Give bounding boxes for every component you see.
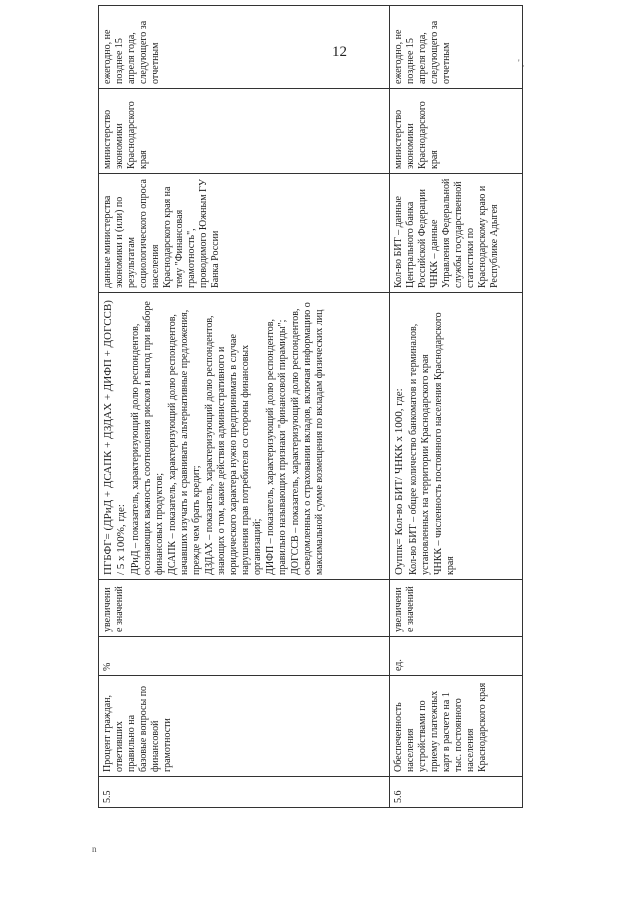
table-row [390, 6, 523, 808]
row-number: 5.5 [99, 777, 390, 808]
unit: ед. [390, 637, 523, 676]
scan-mark: ' , [518, 58, 525, 68]
table-row [99, 6, 390, 808]
formula-cell [99, 293, 390, 580]
row-number: 5.6 [390, 777, 523, 808]
indicator-name: Процент граждан, ответивших правильно на базовые вопросы по финансовой грамотности [99, 676, 390, 777]
formula-term: ДИФП – показатель, характеризующий долю респондентов, правильно называющих признаки "финансовой пирамиды"; [265, 319, 288, 575]
formula-term: Кол-во БИТ – общее количество банкоматов и терминалов, установленных на территории Краснодарского края [408, 323, 431, 575]
formula-term: ДЗДАХ – показатель, характеризующий долю респондентов, знающих о том, какие действия административного и юридического характера нужно предпринимать в случае нарушения прав потребителя со стороны финансовых организаций; [204, 315, 263, 575]
deadline: ежегодно, не позднее 15 апреля года, следующего за отчетным [390, 6, 523, 89]
formula-term: ДСАПК – показатель, характеризующий долю респондентов, начавших изучать и сравнивать альтернативные предложения, прежде чем брать кредит; [167, 309, 202, 575]
formula: Оуппк= Кол-во БИТ/ ЧНКК х 1000, где: [393, 388, 405, 575]
direction: увеличение значений [390, 580, 523, 637]
formula-cell [390, 293, 523, 580]
formula-term: ДОГССВ – показатель, характеризующий долю респондентов, осведомленных о страховании вкладов, включая информацию о максимальной сумме возмещения по вкладам физических лиц [290, 302, 325, 575]
page-number: 12 [332, 44, 347, 60]
scan-mark: n [92, 844, 97, 854]
data-source: данные министерства экономики и (или) по результатам социологического опроса населения Краснодарского края на тему "Финансовая грамотность", проводимого Южным ГУ Банка России [99, 174, 390, 293]
responsible: министерство экономики Краснодарского края [99, 89, 390, 174]
deadline: ежегодно, не позднее 15 апреля года, следующего за отчетным [99, 6, 390, 89]
formula-term: ДРиД – показатель, характеризующий долю респондентов, осознающих важность соотношения рисков и выгод при выборе финансовых продуктов; [130, 301, 165, 575]
responsible: министерство экономики Краснодарского края [390, 89, 523, 174]
unit: % [99, 637, 390, 676]
formula: ПГБФГ= (ДРиД + ДСАПК + ДЗДАХ + ДИФП + ДОГССВ) / 5 х 100%, где: [102, 300, 127, 575]
data-source: Кол-во БИТ – данные Центрального банка Российской Федерации ЧНКК – данные Управления Федеральной службы государственной статистики по Краснодарскому краю и Республике Адыгея [390, 174, 523, 293]
indicator-name: Обеспеченность населения устройствами по приему платежных карт в расчете на 1 тыс. постоянного населения Краснодарского края [390, 676, 523, 777]
direction: увеличение значений [99, 580, 390, 637]
formula-term: ЧНКК – численность постоянного населения Краснодарского края [433, 312, 456, 575]
